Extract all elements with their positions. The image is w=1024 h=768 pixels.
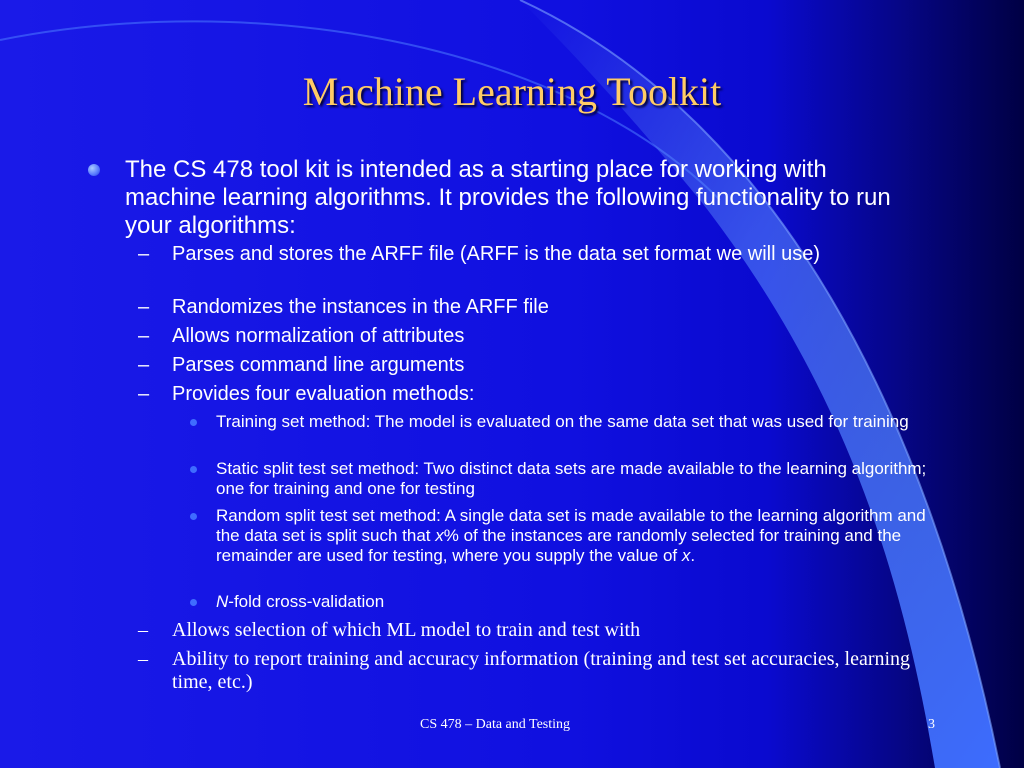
- main-bullet-text: The CS 478 tool kit is intended as a starting place for working with machine learning algorithms. It provides the following functionality to run your algorithms:: [125, 156, 891, 239]
- sub-bullet-text: Randomizes the instances in the ARFF file: [172, 296, 549, 318]
- italic-x: x: [681, 546, 691, 565]
- italic-n: N: [216, 592, 229, 611]
- dash-icon: –: [138, 383, 150, 405]
- eval-method-nfold: [216, 592, 941, 612]
- eval-method-text: .: [690, 546, 696, 565]
- eval-method-text: -fold cross-validation: [228, 592, 385, 611]
- small-bullet-icon: [190, 599, 197, 606]
- sub-bullet-text: Allows normalization of attributes: [172, 325, 465, 347]
- italic-x: x: [435, 526, 444, 545]
- eval-method-random: [216, 506, 941, 566]
- eval-method-text: Static split test set method: Two distinct data sets are made available to the learning algorithm; one for training and one for testing: [216, 459, 927, 498]
- bullet-dot-icon: [88, 164, 100, 176]
- eval-method-text: Random split test set method: A single data set is made available to the learning algorithm and the data set is split such that: [216, 506, 926, 545]
- small-bullet-icon: [190, 466, 197, 473]
- sub-bullet-text: Parses command line arguments: [172, 354, 465, 376]
- small-bullet-icon: [190, 513, 197, 520]
- sub-bullet-text: Provides four evaluation methods:: [172, 383, 475, 405]
- page-number: 3: [928, 717, 935, 732]
- eval-method-text: Training set method: The model is evaluated on the same data set that was used for training: [216, 412, 909, 431]
- dash-icon: –: [138, 243, 150, 265]
- small-bullet-icon: [190, 419, 197, 426]
- sub-bullet-text: Parses and stores the ARFF file (ARFF is the data set format we will use): [172, 243, 821, 265]
- dash-icon: –: [138, 325, 150, 347]
- dash-icon: –: [138, 648, 148, 670]
- slide-title: Machine Learning Toolkit: [302, 69, 722, 114]
- sub-bullet-text: Ability to report training and accuracy information (training and test set accuracies, learning time, etc.): [172, 648, 911, 693]
- eval-method-text: % of the instances are randomly selected for training and the remainder are used for testing, where you supply the value of: [216, 526, 902, 565]
- dash-icon: –: [138, 296, 150, 318]
- footer-title: CS 478 – Data and Testing: [420, 717, 571, 732]
- sub-bullet-text: Allows selection of which ML model to train and test with: [172, 619, 641, 641]
- dash-icon: –: [138, 354, 150, 376]
- dash-icon: –: [138, 619, 148, 641]
